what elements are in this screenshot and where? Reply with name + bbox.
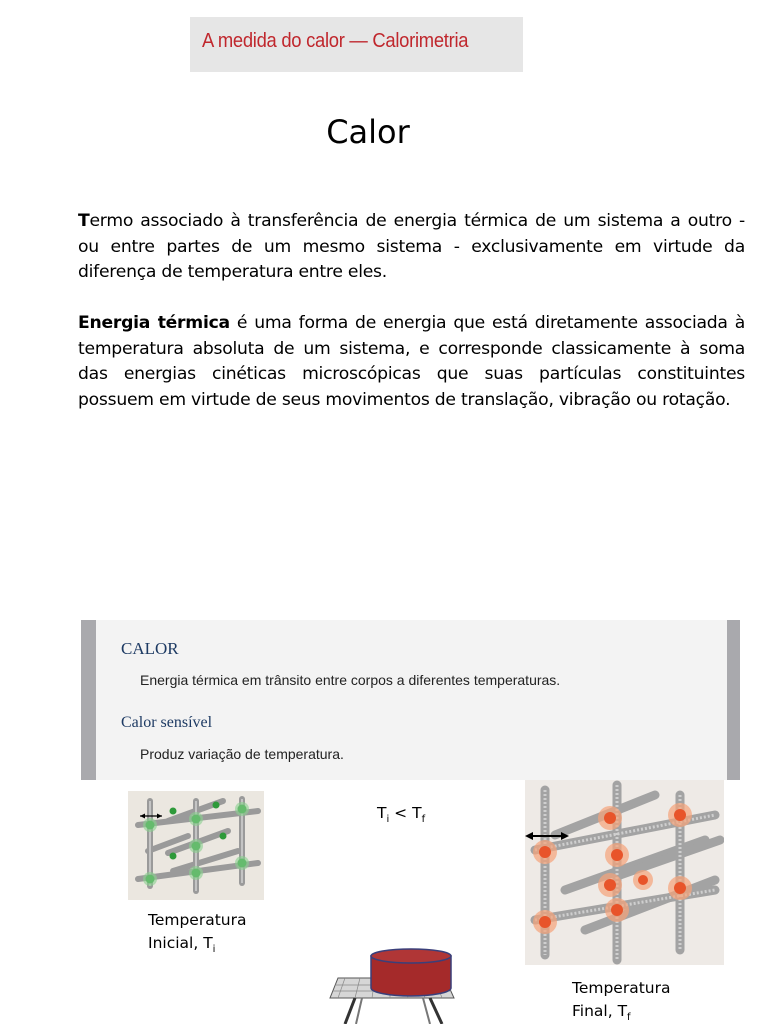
caption-line: Temperatura [148, 911, 247, 929]
relation-rhs-subscript: f [421, 814, 426, 826]
caption-subscript: f [627, 1012, 631, 1024]
definition-subheading: Calor sensível [121, 714, 213, 731]
definition-box-left-bar [81, 620, 96, 780]
lattice-cold-icon [128, 791, 264, 900]
relation-lhs-subscript: i [386, 814, 390, 826]
definition-heading-text: Energia térmica em trânsito entre corpos a diferentes temperaturas. [140, 672, 561, 688]
header-title: A medida do calor — Calorimetria [202, 30, 469, 52]
caption-line: Temperatura [572, 979, 671, 997]
paragraph-thermal-energy [78, 311, 745, 413]
definition-box-right-bar [727, 620, 740, 780]
relation-lhs: T [377, 804, 387, 822]
caption-line: Final, T [572, 1002, 628, 1020]
relation-operator: < T [389, 804, 422, 822]
paragraph-lead: T [78, 211, 90, 231]
initial-temperature-caption [148, 909, 247, 961]
heater-stand-icon [320, 948, 460, 1024]
caption-subscript: i [212, 944, 216, 956]
paragraph-lead: Energia térmica [78, 313, 230, 333]
paragraph-text: ermo associado à transferência de energia térmica de um sistema a outro - ou entre partes de um mesmo sistema - exclusivamente em virtude da diferença de temperatura entre eles. [78, 211, 745, 282]
definition-heading: CALOR [121, 639, 179, 658]
definition-subheading-text: Produz variação de temperatura. [140, 746, 344, 762]
caption-line: Inicial, T [148, 934, 213, 952]
temperature-relation [377, 804, 425, 825]
page-title: Calor [326, 113, 410, 151]
final-temperature-caption [572, 977, 671, 1029]
paragraph-definition [78, 209, 745, 286]
paragraph-text: é uma forma de energia que está diretamente associada à temperatura absoluta de um sistema, e corresponde classicamente à soma das energias cinéticas microscópicas que suas partículas constituintes possuem em virtude de seus movimentos de translação, vibração ou rotação. [78, 313, 745, 410]
lattice-hot-icon [525, 780, 724, 965]
